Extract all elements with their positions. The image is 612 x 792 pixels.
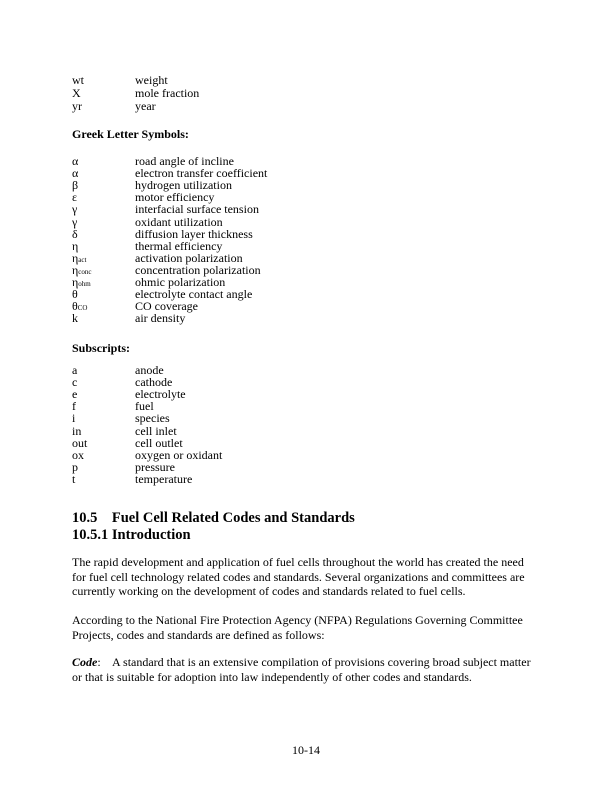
- symbol: β: [72, 178, 79, 193]
- paragraph-nfpa: [72, 613, 552, 642]
- symbol: f: [72, 399, 76, 414]
- definition: concentration polarization: [135, 262, 261, 277]
- definition: weight: [135, 73, 168, 87]
- definition: electron transfer coefficient: [135, 166, 268, 181]
- symbol: a: [72, 363, 78, 377]
- definition: year: [135, 99, 156, 113]
- definition: ohmic polarization: [135, 275, 226, 289]
- list-item: [72, 312, 552, 324]
- list-item: [72, 473, 552, 485]
- paragraph-code-definition: [72, 655, 552, 684]
- list-item: [72, 412, 552, 424]
- text-line: The rapid development and application of fuel cells throughout the world has created the need: [72, 555, 524, 569]
- list-item: [72, 228, 552, 240]
- symbol: e: [72, 387, 78, 402]
- definition: electrolyte: [135, 387, 186, 402]
- symbol: ε: [72, 190, 78, 205]
- symbol: t: [72, 471, 76, 486]
- symbol: α: [72, 166, 79, 181]
- symbol: γ: [72, 214, 78, 229]
- definition: temperature: [135, 471, 193, 486]
- symbol: ox: [72, 447, 84, 462]
- definition: road angle of incline: [135, 154, 234, 168]
- definition: diffusion layer thickness: [135, 226, 253, 241]
- definition: hydrogen utilization: [135, 178, 232, 193]
- definition: activation polarization: [135, 250, 243, 265]
- symbol: p: [72, 459, 78, 474]
- list-item: [72, 449, 552, 461]
- definition: electrolyte contact angle: [135, 287, 253, 302]
- symbol: η: [72, 238, 79, 253]
- list-item: [72, 203, 552, 215]
- definition: thermal efficiency: [135, 238, 223, 253]
- definition: cathode: [135, 375, 173, 390]
- code-def-line: A standard that is an extensive compilation of provisions covering broad subject matter: [112, 655, 531, 669]
- text-line: Code: A standard that is an extensive compilation of provisions covering broad subject matter: [72, 655, 531, 669]
- code-term: Code: [72, 655, 98, 669]
- list-item: [72, 87, 552, 99]
- text-line: Projects, codes and standards are defined as follows:: [72, 627, 325, 642]
- definition: CO coverage: [135, 299, 198, 314]
- definition: pressure: [135, 459, 175, 474]
- list-item: [72, 240, 552, 252]
- symbol-subscript: ohm: [78, 280, 91, 288]
- definition: cell outlet: [135, 435, 183, 450]
- subsection-heading: 10.5.1 Introduction: [72, 527, 191, 543]
- symbol-subscript: conc: [78, 267, 92, 276]
- list-item: [72, 425, 552, 437]
- text-line: for fuel cell technology related codes and standards. Several organizations and committees are: [72, 569, 525, 584]
- text-line: or that is suitable for adoption into law independently of other codes and standards.: [72, 669, 472, 684]
- text-line: According to the National Fire Protection Agency (NFPA) Regulations Governing Committee: [72, 613, 523, 627]
- symbol: θCO: [72, 299, 88, 314]
- text-line: currently working on the development of codes and standards related to fuel cells.: [72, 584, 466, 598]
- paragraph-intro: [72, 555, 552, 599]
- symbol: i: [72, 411, 76, 426]
- section-heading: 10.5 Fuel Cell Related Codes and Standards: [72, 510, 355, 526]
- definition: mole fraction: [135, 86, 200, 100]
- definition: motor efficiency: [135, 190, 215, 205]
- symbol-subscript: CO: [77, 304, 88, 313]
- definition: oxygen or oxidant: [135, 447, 223, 462]
- symbol: α: [72, 154, 79, 168]
- definition: interfacial surface tension: [135, 202, 259, 217]
- symbol-subscript: act: [78, 255, 87, 264]
- definition: anode: [135, 363, 164, 377]
- greek-heading: Greek Letter Symbols:: [72, 127, 189, 141]
- subscripts-heading: Subscripts:: [72, 341, 131, 355]
- list-item: [72, 74, 552, 86]
- list-item: [72, 461, 552, 473]
- symbol: ηact: [72, 250, 87, 265]
- symbol: yr: [72, 99, 82, 113]
- symbol: ηohm: [72, 275, 91, 289]
- symbol: δ: [72, 226, 78, 241]
- list-item: [72, 252, 552, 264]
- page-number: 10-14: [292, 743, 320, 757]
- symbol: k: [72, 311, 78, 326]
- symbol: θ: [72, 287, 78, 302]
- definition: oxidant utilization: [135, 214, 223, 229]
- symbol: ηconc: [72, 262, 92, 277]
- list-item: [72, 437, 552, 449]
- definition: cell inlet: [135, 423, 177, 438]
- list-item: [72, 216, 552, 228]
- list-item: [72, 100, 552, 112]
- symbol: wt: [72, 73, 84, 87]
- definition: air density: [135, 311, 186, 326]
- symbol: c: [72, 375, 78, 390]
- definition: fuel: [135, 399, 154, 414]
- symbol: X: [72, 86, 81, 100]
- symbol: γ: [72, 202, 78, 217]
- symbol: out: [72, 435, 88, 450]
- definition: species: [135, 411, 170, 426]
- symbol: in: [72, 423, 82, 438]
